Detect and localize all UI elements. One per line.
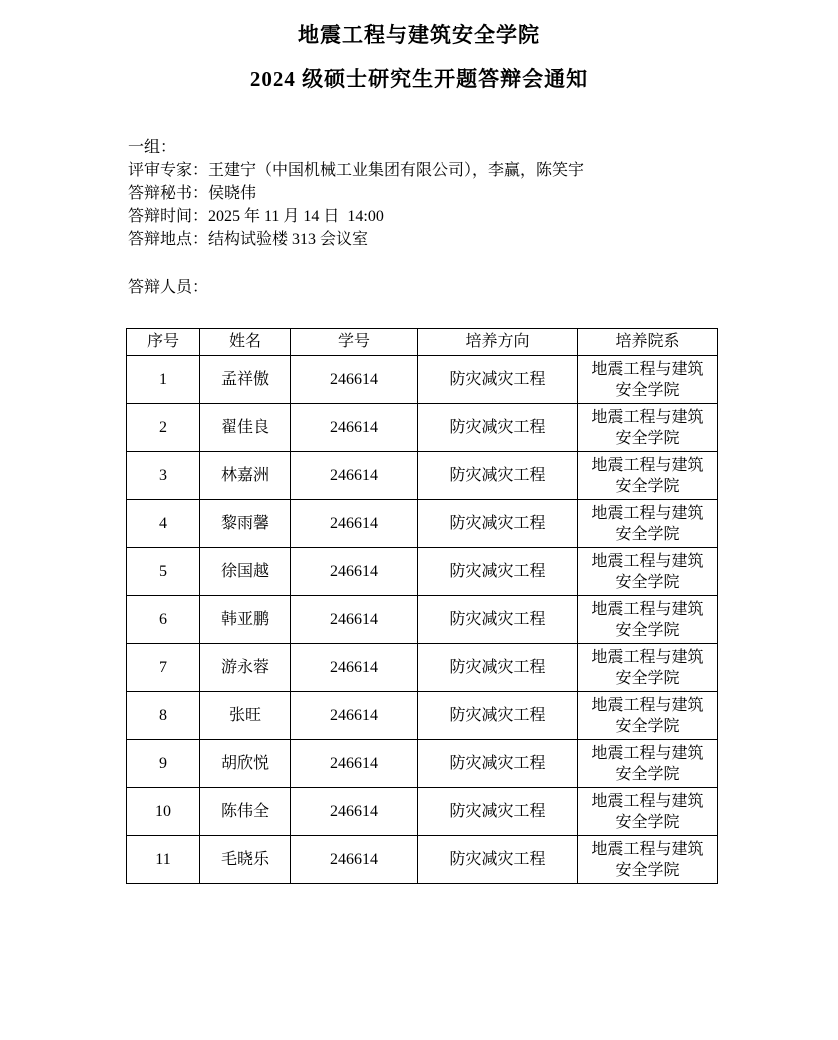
department-line: 地震工程与建筑 — [591, 744, 704, 762]
table-row — [127, 500, 718, 548]
cell-no: 11 — [127, 836, 200, 884]
document-header — [0, 0, 838, 90]
cell-department — [578, 452, 718, 500]
table-row — [127, 788, 718, 836]
cell-student-id: 246614 — [291, 692, 418, 740]
cell-department — [578, 356, 718, 404]
info-line-location — [128, 228, 728, 251]
cell-name: 黎雨馨 — [200, 500, 291, 548]
cell-name: 孟祥傲 — [200, 356, 291, 404]
cell-name: 徐国越 — [200, 548, 291, 596]
info-value: 结构试验楼 313 会议室 — [208, 231, 369, 248]
info-line-time — [128, 205, 728, 228]
cell-student-id: 246614 — [291, 788, 418, 836]
attendees-table — [126, 328, 718, 884]
table-row — [127, 644, 718, 692]
cell-no: 5 — [127, 548, 200, 596]
cell-direction: 防灾减灾工程 — [418, 452, 578, 500]
cell-student-id: 246614 — [291, 740, 418, 788]
info-line-reviewers — [128, 159, 728, 182]
cell-no: 7 — [127, 644, 200, 692]
info-label: 评审专家： — [128, 162, 209, 179]
cell-direction: 防灾减灾工程 — [418, 788, 578, 836]
cell-student-id: 246614 — [291, 644, 418, 692]
department-line: 安全学院 — [615, 381, 680, 399]
cell-no: 1 — [127, 356, 200, 404]
cell-department — [578, 548, 718, 596]
column-header-4: 培养院系 — [578, 329, 718, 356]
department-line: 安全学院 — [615, 669, 680, 687]
column-header-3: 培养方向 — [418, 329, 578, 356]
department-line: 地震工程与建筑 — [591, 696, 704, 714]
column-header-0: 序号 — [127, 329, 200, 356]
cell-student-id: 246614 — [291, 404, 418, 452]
cell-name: 陈伟全 — [200, 788, 291, 836]
cell-student-id: 246614 — [291, 596, 418, 644]
document-title-line2: 2024 级硕士研究生开题答辩会通知 — [249, 67, 589, 91]
cell-no: 9 — [127, 740, 200, 788]
cell-student-id: 246614 — [291, 500, 418, 548]
column-header-1: 姓名 — [200, 329, 291, 356]
cell-direction: 防灾减灾工程 — [418, 836, 578, 884]
department-line: 安全学院 — [615, 765, 680, 783]
cell-department — [578, 788, 718, 836]
cell-direction: 防灾减灾工程 — [418, 500, 578, 548]
defense-info-block — [128, 136, 728, 251]
department-line: 安全学院 — [615, 525, 680, 543]
cell-direction: 防灾减灾工程 — [418, 404, 578, 452]
cell-no: 2 — [127, 404, 200, 452]
table-row — [127, 452, 718, 500]
cell-name: 胡欣悦 — [200, 740, 291, 788]
cell-no: 4 — [127, 500, 200, 548]
cell-no: 10 — [127, 788, 200, 836]
cell-direction: 防灾减灾工程 — [418, 596, 578, 644]
cell-student-id: 246614 — [291, 356, 418, 404]
department-line: 地震工程与建筑 — [591, 408, 704, 426]
cell-direction: 防灾减灾工程 — [418, 644, 578, 692]
table-row — [127, 836, 718, 884]
cell-name: 翟佳良 — [200, 404, 291, 452]
cell-direction: 防灾减灾工程 — [418, 692, 578, 740]
info-value: 侯晓伟 — [208, 185, 257, 202]
column-header-2: 学号 — [291, 329, 418, 356]
table-row — [127, 740, 718, 788]
cell-department — [578, 836, 718, 884]
department-line: 地震工程与建筑 — [591, 504, 704, 522]
department-line: 地震工程与建筑 — [591, 600, 704, 618]
department-line: 安全学院 — [615, 861, 680, 879]
group-label: 一组： — [128, 139, 177, 156]
department-line: 地震工程与建筑 — [591, 840, 704, 858]
cell-student-id: 246614 — [291, 548, 418, 596]
department-line: 安全学院 — [615, 621, 680, 639]
department-line: 安全学院 — [615, 813, 680, 831]
info-label: 答辩时间： — [128, 208, 209, 225]
department-line: 地震工程与建筑 — [591, 456, 704, 474]
info-label: 答辩秘书： — [128, 185, 209, 202]
cell-department — [578, 644, 718, 692]
info-value: 2025 年 11 月 14 日 14:00 — [208, 208, 384, 225]
table-row — [127, 404, 718, 452]
cell-department — [578, 500, 718, 548]
table-row — [127, 548, 718, 596]
department-line: 地震工程与建筑 — [591, 360, 704, 378]
cell-direction: 防灾减灾工程 — [418, 740, 578, 788]
department-line: 安全学院 — [615, 717, 680, 735]
table-row — [127, 356, 718, 404]
table-row — [127, 596, 718, 644]
cell-department — [578, 692, 718, 740]
table-row — [127, 692, 718, 740]
document-title-line1: 地震工程与建筑安全学院 — [298, 23, 540, 47]
cell-name: 韩亚鹏 — [200, 596, 291, 644]
cell-name: 张旺 — [200, 692, 291, 740]
cell-student-id: 246614 — [291, 452, 418, 500]
department-line: 安全学院 — [615, 573, 680, 591]
department-line: 地震工程与建筑 — [591, 792, 704, 810]
cell-department — [578, 740, 718, 788]
cell-name: 游永蓉 — [200, 644, 291, 692]
info-label: 答辩地点： — [128, 231, 209, 248]
cell-name: 毛晓乐 — [200, 836, 291, 884]
department-line: 安全学院 — [615, 477, 680, 495]
department-line: 地震工程与建筑 — [591, 552, 704, 570]
cell-no: 8 — [127, 692, 200, 740]
info-line-secretary — [128, 182, 728, 205]
cell-no: 3 — [127, 452, 200, 500]
department-line: 安全学院 — [615, 429, 680, 447]
department-line: 地震工程与建筑 — [591, 648, 704, 666]
attendees-label: 答辩人员： — [128, 279, 209, 296]
cell-name: 林嘉洲 — [200, 452, 291, 500]
cell-department — [578, 596, 718, 644]
table-body — [127, 356, 718, 884]
cell-no: 6 — [127, 596, 200, 644]
cell-direction: 防灾减灾工程 — [418, 548, 578, 596]
cell-student-id: 246614 — [291, 836, 418, 884]
info-value: 王建宁（中国机械工业集团有限公司），李赢，陈笑宇 — [208, 162, 585, 179]
cell-direction: 防灾减灾工程 — [418, 356, 578, 404]
cell-department — [578, 404, 718, 452]
table-header-row — [127, 329, 718, 356]
